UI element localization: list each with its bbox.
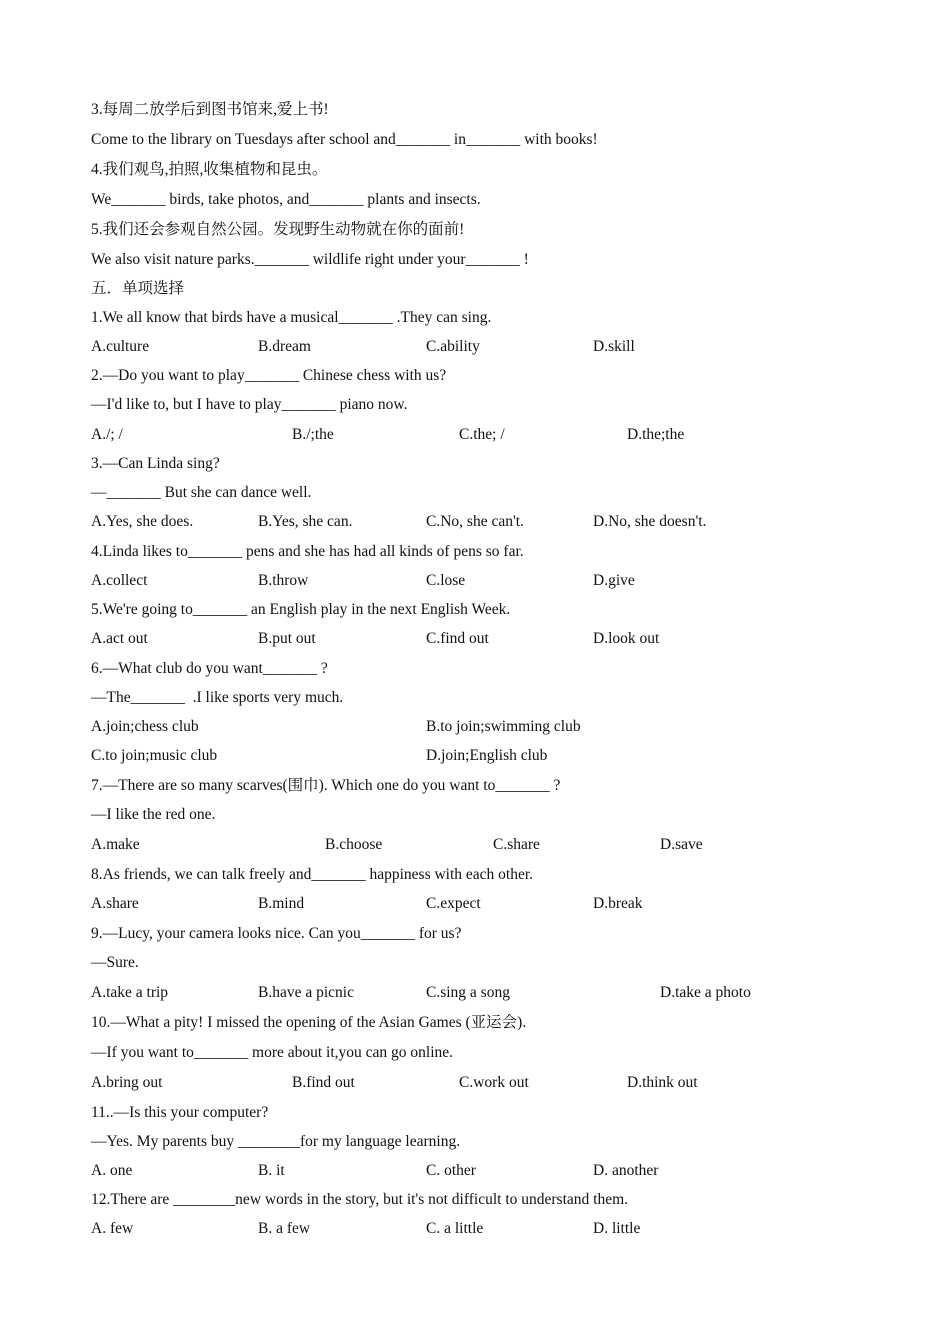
option-c: C.work out <box>459 1074 529 1091</box>
option-c: C.the; / <box>459 426 505 443</box>
fill-in-item-4-chinese: 4.我们观鸟,拍照,收集植物和昆虫。 <box>91 161 328 178</box>
option-a: A.take a trip <box>91 984 169 1001</box>
option-d: D.No, she doesn't. <box>593 513 707 530</box>
option-d: D.think out <box>627 1074 698 1091</box>
option-c: C.lose <box>426 572 466 589</box>
option-d: D. another <box>593 1162 659 1179</box>
option-a: A.culture <box>91 338 150 355</box>
option-c: C. other <box>426 1162 476 1179</box>
option-c: C.to join;music club <box>91 747 218 764</box>
option-a: A.Yes, she does. <box>91 513 194 530</box>
option-d: D.give <box>593 572 635 589</box>
option-d: D.take a photo <box>660 984 751 1001</box>
option-b: B.Yes, she can. <box>258 513 353 530</box>
option-d: D.join;English club <box>426 747 548 764</box>
option-b: B.dream <box>258 338 311 355</box>
question-2-stem-line-1: 2.—Do you want to play_______ Chinese chess with us? <box>91 367 447 384</box>
option-d: D.skill <box>593 338 635 355</box>
section-title-single-choice: 五．单项选择 <box>91 280 185 297</box>
option-b: B. a few <box>258 1220 311 1237</box>
option-d: D.look out <box>593 630 660 647</box>
option-c: C.share <box>493 836 540 853</box>
option-c: C. a little <box>426 1220 484 1237</box>
question-3-stem-line-1: 3.—Can Linda sing? <box>91 455 220 472</box>
option-a: A.make <box>91 836 140 853</box>
question-7-stem-line-1: 7.—There are so many scarves(围巾). Which one do you want to_______ ? <box>91 777 561 794</box>
option-b: B.find out <box>292 1074 355 1091</box>
question-1-stem: 1.We all know that birds have a musical_______ .They can sing. <box>91 309 492 326</box>
option-b: B.to join;swimming club <box>426 718 581 735</box>
option-a: A.act out <box>91 630 148 647</box>
option-b: B. it <box>258 1162 285 1179</box>
question-6-stem-line-1: 6.—What club do you want_______ ? <box>91 660 328 677</box>
question-3-stem-line-2: —_______ But she can dance well. <box>91 484 312 501</box>
option-c: C.expect <box>426 895 481 912</box>
question-11-stem-line-1: 11..—Is this your computer? <box>91 1104 269 1121</box>
option-a: A.join;chess club <box>91 718 199 735</box>
option-b: B.throw <box>258 572 309 589</box>
option-c: C.sing a song <box>426 984 510 1001</box>
option-a: A.bring out <box>91 1074 163 1091</box>
option-c: C.find out <box>426 630 489 647</box>
fill-in-item-3-english: Come to the library on Tuesdays after school and_______ in_______ with books! <box>91 131 598 148</box>
question-11-stem-line-2: —Yes. My parents buy ________for my language learning. <box>91 1133 461 1150</box>
question-2-stem-line-2: —I'd like to, but I have to play_______ piano now. <box>91 396 408 413</box>
fill-in-item-3-chinese: 3.每周二放学后到图书馆来,爱上书! <box>91 101 329 118</box>
option-a: A. few <box>91 1220 134 1237</box>
question-9-stem-line-1: 9.—Lucy, your camera looks nice. Can you_______ for us? <box>91 925 462 942</box>
option-a: A./; / <box>91 426 123 443</box>
question-7-stem-line-2: —I like the red one. <box>91 806 216 823</box>
question-9-stem-line-2: —Sure. <box>91 954 139 971</box>
fill-in-item-4-english: We_______ birds, take photos, and_______ plants and insects. <box>91 191 481 208</box>
question-10-stem-line-2: —If you want to_______ more about it,you can go online. <box>91 1044 454 1061</box>
fill-in-item-5-chinese: 5.我们还会参观自然公园。发现野生动物就在你的面前! <box>91 221 465 238</box>
question-4-stem: 4.Linda likes to_______ pens and she has had all kinds of pens so far. <box>91 543 524 560</box>
option-b: B./;the <box>292 426 334 443</box>
option-d: D. little <box>593 1220 641 1237</box>
option-d: D.save <box>660 836 703 853</box>
question-10-stem-line-1: 10.—What a pity! I missed the opening of the Asian Games (亚运会). <box>91 1014 527 1031</box>
question-6-stem-line-2: —The_______ .I like sports very much. <box>91 689 344 706</box>
question-8-stem: 8.As friends, we can talk freely and_______ happiness with each other. <box>91 866 534 883</box>
option-a: A.collect <box>91 572 148 589</box>
question-12-stem: 12.There are ________new words in the story, but it's not difficult to understand them. <box>91 1191 629 1208</box>
option-d: D.break <box>593 895 643 912</box>
option-a: A.share <box>91 895 139 912</box>
option-c: C.No, she can't. <box>426 513 524 530</box>
option-d: D.the;the <box>627 426 685 443</box>
fill-in-item-5-english: We also visit nature parks._______ wildlife right under your_______ ! <box>91 251 529 268</box>
question-12-options <box>91 1219 891 1279</box>
option-b: B.choose <box>325 836 383 853</box>
question-5-stem: 5.We're going to_______ an English play in the next English Week. <box>91 601 511 618</box>
option-b: B.mind <box>258 895 305 912</box>
option-c: C.ability <box>426 338 480 355</box>
option-a: A. one <box>91 1162 133 1179</box>
option-b: B.put out <box>258 630 316 647</box>
option-b: B.have a picnic <box>258 984 354 1001</box>
